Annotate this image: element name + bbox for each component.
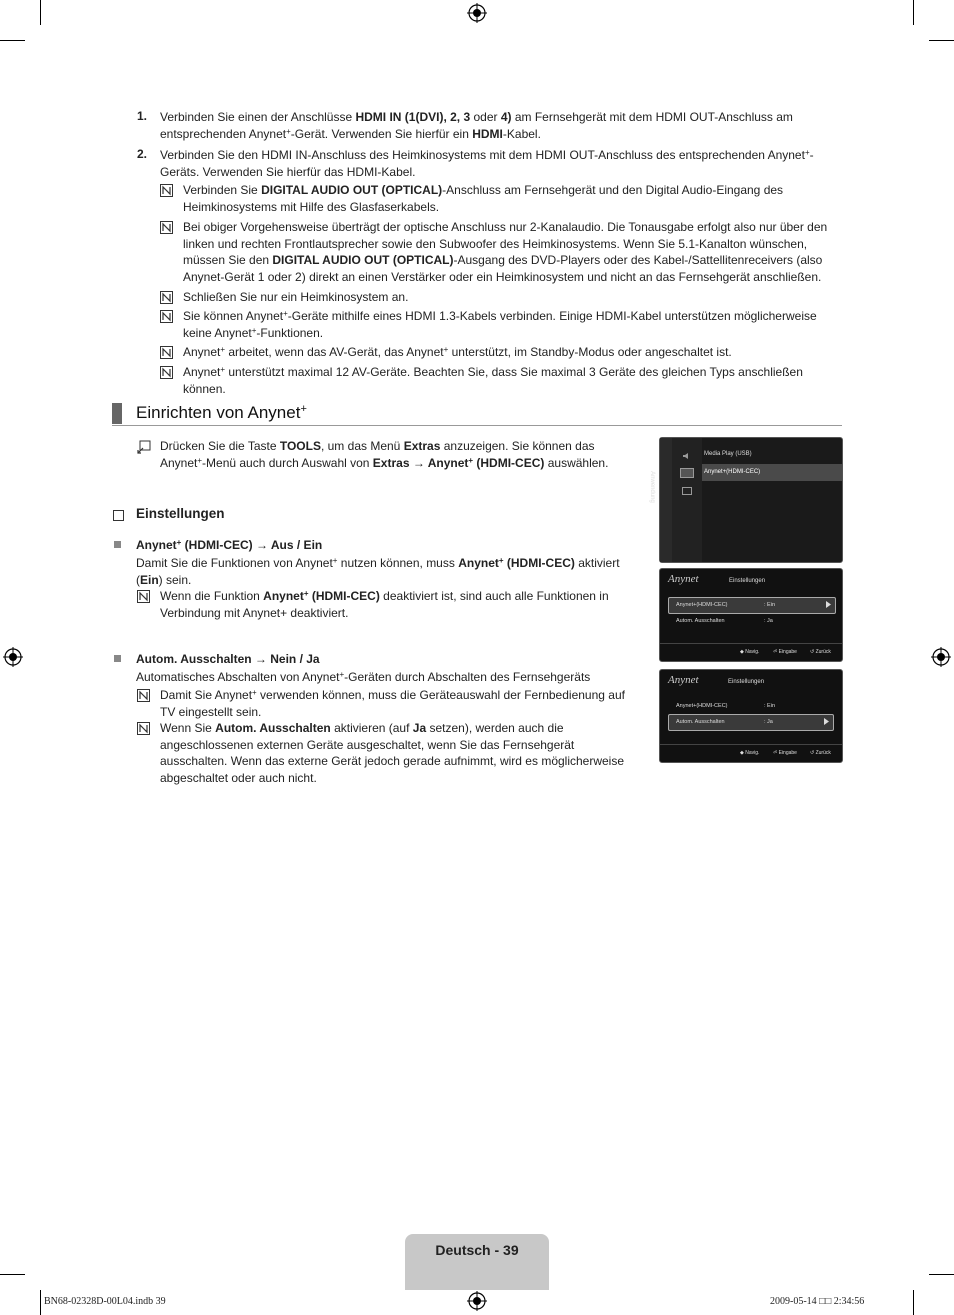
page-number: Deutsch - 39: [435, 1242, 519, 1258]
page-number-tab: [405, 1234, 549, 1290]
osd-header: Einstellungen: [728, 679, 765, 685]
note-icon: [137, 722, 150, 735]
anynet-logo: Anynet: [668, 573, 699, 585]
note-text: Verbinden Sie DIGITAL AUDIO OUT (OPTICAL)-Anschluss am Fernsehgerät und den Digital Audio-Eingang des Heimkinosystems mit Hilfe des Glasfaserkabels.: [183, 183, 784, 214]
note-text: Wenn Sie Autom. Ausschalten aktivieren (auf Ja setzen), werden auch die angeschlossenen externen Geräte ausgeschaltet, wenn Sie das Fernsehgerät ausschalten. Wenn das externe Gerät jedoch gerade aufnimmt, wird es möglicherweise abgeschaltet oder auch nicht.: [160, 721, 625, 785]
crop-mark: [913, 1290, 914, 1315]
step-1-text: Verbinden Sie einen der Anschlüsse HDMI IN (1(DVI), 2, 3 oder 4) am Fernsehgerät mit dem HDMI OUT-Anschluss am entsprechenden Anynet+-Gerät. Verwenden Sie hierfür ein HDMI-Kabel.: [160, 110, 793, 141]
note-text: Wenn die Funktion Anynet+ (HDMI-CEC) deaktiviert ist, sind auch alle Funktionen in Verbindung mit Anynet+ deaktiviert.: [160, 589, 609, 620]
osd-row-label: Autom. Ausschalten: [676, 719, 725, 725]
setup-icon: [680, 468, 694, 478]
osd-menu-item-selected[interactable]: Anynet+(HDMI-CEC): [704, 469, 761, 475]
note-text: Anynet+ arbeitet, wenn das AV-Gerät, das Anynet+ unterstützt, im Standby-Modus oder angeschaltet ist.: [183, 345, 732, 359]
osd-divider: [660, 643, 842, 644]
item-title: Anynet+ (HDMI-CEC) → Aus / Ein: [136, 538, 323, 552]
crop-mark: [0, 1274, 25, 1275]
footer-file-name: BN68-02328D-00L04.indb 39: [44, 1296, 166, 1307]
osd-anynet-settings: [659, 669, 843, 763]
note-icon: [160, 366, 173, 379]
note-icon: [160, 184, 173, 197]
osd-row-label[interactable]: Autom. Ausschalten: [676, 618, 725, 624]
crop-mark: [40, 0, 41, 25]
note-icon: [160, 346, 173, 359]
section-title: Einrichten von Anynet+: [136, 403, 307, 422]
arrow-right-icon: [824, 718, 829, 725]
bullet-square-icon: [114, 541, 121, 548]
item-description: Damit Sie die Funktionen von Anynet+ nutzen können, muss Anynet+ (HDMI-CEC) aktiviert (Ein) sein.: [136, 556, 620, 587]
osd-menu-item[interactable]: Media Play (USB): [704, 451, 752, 457]
osd-enter-hint: ⏎ Eingabe: [773, 750, 797, 756]
osd-row-value: : Ein: [764, 703, 776, 709]
note-icon: [137, 689, 150, 702]
section-heading: [112, 401, 842, 426]
anynet-logo: Anynet: [668, 674, 699, 686]
osd-row-value: : Ja: [764, 618, 773, 624]
registration-mark-icon: [467, 3, 487, 23]
osd-icon-column: [672, 438, 702, 562]
note-text: Schließen Sie nur ein Heimkinosystem an.: [183, 290, 409, 304]
note-text: Damit Sie Anynet+ verwenden können, muss die Geräteauswahl der Fernbedienung auf TV eingestellt sein.: [160, 688, 625, 719]
osd-nav-hint: ◆ Navig.: [740, 649, 760, 655]
step-number: 1.: [137, 109, 148, 123]
step-2-text: Verbinden Sie den HDMI IN-Anschluss des Heimkinosystems mit dem HDMI OUT-Anschluss des entsprechenden Anynet+- Geräts. Verwenden Sie hierfür das HDMI-Kabel.: [160, 148, 814, 179]
checkbox-icon: [113, 510, 124, 521]
osd-application-menu: [648, 437, 843, 563]
osd-row-value: : Ja: [764, 719, 773, 725]
osd-back-hint: ↺ Zurück: [810, 750, 831, 756]
osd-enter-hint: ⏎ Eingabe: [773, 649, 797, 655]
registration-mark-icon: [931, 647, 951, 667]
tools-text: Drücken Sie die Taste TOOLS, um das Menü Extras anzuzeigen. Sie können das Anynet+-Menü auch durch Auswahl von Extras → Anynet+ (HDMI-CEC) auswählen.: [160, 439, 609, 470]
tools-icon: [137, 440, 151, 454]
step-number: 2.: [137, 147, 148, 161]
osd-row-label[interactable]: Anynet+(HDMI-CEC): [676, 703, 728, 709]
crop-mark: [929, 40, 954, 41]
subheading: Einstellungen: [136, 506, 225, 521]
osd-anynet-settings: [659, 568, 843, 662]
speaker-icon: [682, 452, 692, 460]
note-icon: [160, 221, 173, 234]
footer-timestamp: 2009-05-14 □□ 2:34:56: [770, 1296, 865, 1307]
osd-nav-hint: ◆ Navig.: [740, 750, 760, 756]
arrow-right-icon: [826, 601, 831, 608]
note-icon: [160, 310, 173, 323]
osd-side-label: Anwendung: [648, 471, 655, 503]
input-icon: [682, 487, 692, 495]
item-description: Automatisches Abschalten von Anynet+-Geräten durch Abschalten des Fernsehgeräts: [136, 670, 591, 684]
note-text: Bei obiger Vorgehensweise überträgt der optische Anschluss nur 2-Kanalaudio. Die Tonausgabe erfolgt also nur über den linken und rechten Frontlautsprecher sowie den Subwoofer des Heimkinosystems. Wenn Sie 5.1-Kanalton wünschen, müssen Sie den DIGITAL AUDIO OUT (OPTICAL)-Ausgang des DVD-Players oder des Kabel-/Sattellitenreceivers (also Anynet-Gerät 1 oder 2) direkt an einen Verstärker oder ein Heimkinosystem und nicht an das Fernsehgerät anschließen.: [183, 220, 828, 284]
osd-row-label: Anynet+(HDMI-CEC): [676, 602, 728, 608]
osd-sidebar: [660, 438, 672, 562]
note-text: Sie können Anynet+-Geräte mithilfe eines HDMI 1.3-Kabels verbinden. Einige HDMI-Kabel unterstützen möglicherweise keine Anynet+-Funktionen.: [183, 309, 817, 340]
note-text: Anynet+ unterstützt maximal 12 AV-Geräte. Beachten Sie, dass Sie maximal 3 Geräte des gleichen Typs anschließen können.: [183, 365, 803, 396]
note-icon: [137, 590, 150, 603]
registration-mark-icon: [3, 647, 23, 667]
heading-bar: [112, 403, 122, 424]
osd-row-value: : Ein: [764, 602, 776, 608]
osd-back-hint: ↺ Zurück: [810, 649, 831, 655]
osd-header: Einstellungen: [729, 578, 766, 584]
crop-mark: [913, 0, 914, 25]
osd-divider: [660, 744, 842, 745]
crop-mark: [40, 1290, 41, 1315]
registration-mark-icon: [467, 1291, 487, 1311]
item-title: Autom. Ausschalten → Nein / Ja: [136, 652, 320, 666]
bullet-square-icon: [114, 655, 121, 662]
note-icon: [160, 291, 173, 304]
crop-mark: [929, 1274, 954, 1275]
crop-mark: [0, 40, 25, 41]
